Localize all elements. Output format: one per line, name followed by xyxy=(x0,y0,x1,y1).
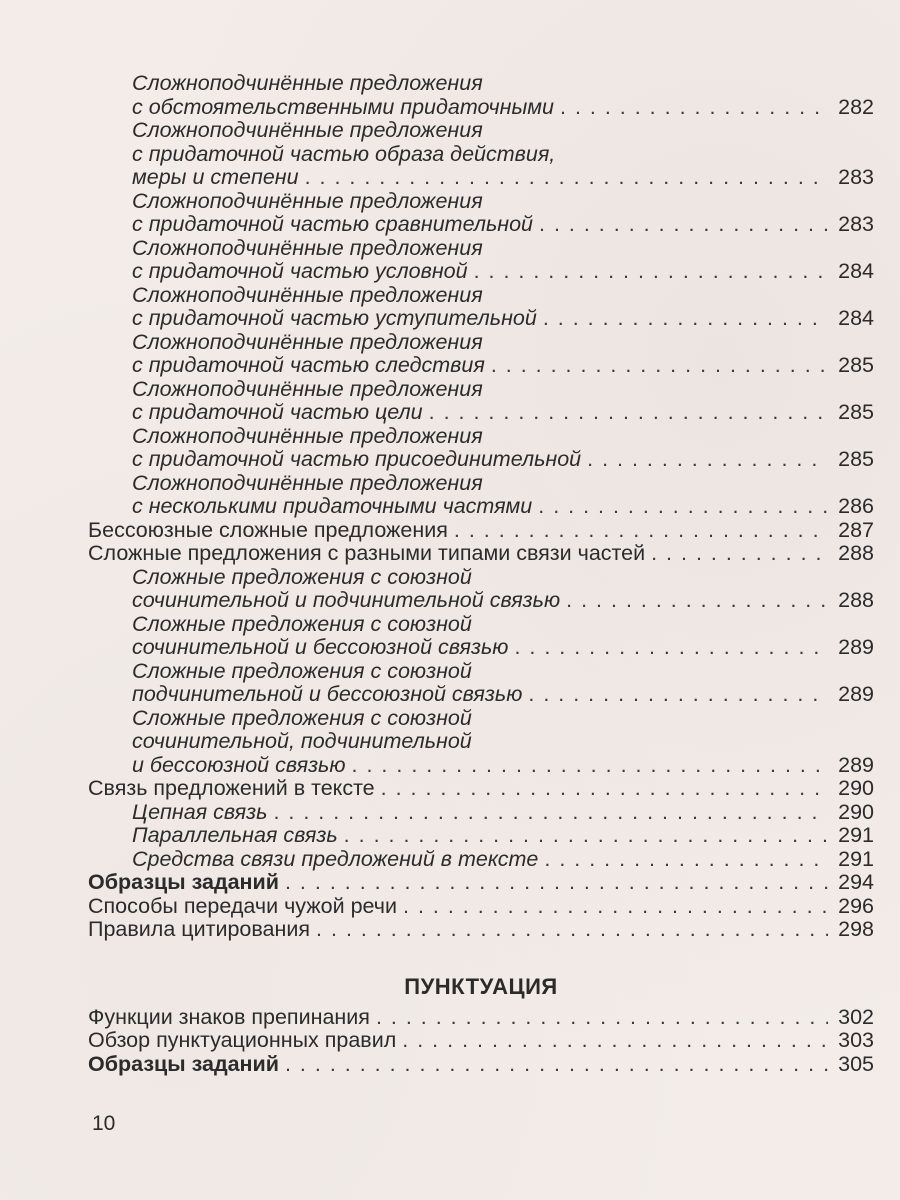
toc-page-number: 298 xyxy=(838,917,874,941)
toc-entry[interactable] xyxy=(88,895,874,919)
toc-entry-last-row xyxy=(132,213,874,237)
toc-entry[interactable] xyxy=(88,472,874,519)
dot-leader xyxy=(651,542,828,566)
toc-entry-last-row xyxy=(88,519,874,543)
toc-entry-title-line: с несколькими придаточными частями xyxy=(132,494,533,518)
dot-leader xyxy=(539,213,828,237)
toc-entry[interactable] xyxy=(88,331,874,378)
toc-entry-last-row xyxy=(132,636,874,660)
toc-page-number: 285 xyxy=(838,353,874,377)
toc-entry-title-line: Средства связи предложений в тексте xyxy=(132,846,539,871)
toc-page-number: 302 xyxy=(838,1004,874,1029)
toc-entry-last-row xyxy=(132,260,874,284)
toc-entry-title-line: с придаточной частью условной xyxy=(132,259,468,283)
dot-leader xyxy=(538,495,828,519)
toc-entry-title-line: Цепная связь xyxy=(132,799,268,824)
dot-leader xyxy=(491,354,828,378)
toc-page-number: 290 xyxy=(838,799,874,824)
dot-leader xyxy=(273,801,828,825)
toc-entry[interactable] xyxy=(88,119,874,190)
toc-entry-title-line: с придаточной частью следствия xyxy=(132,353,485,377)
dot-leader xyxy=(587,448,828,472)
toc-entry-last-row xyxy=(132,307,874,331)
toc-entry-title-line: Сложноподчинённые предложения xyxy=(132,470,483,495)
toc-entry-title-line: Сложные предложения с союзной xyxy=(132,611,472,636)
toc-entry-title-line: Сложноподчинённые предложения xyxy=(132,188,483,213)
toc-entry-last-row xyxy=(132,166,874,190)
toc-entry-last-row xyxy=(132,448,874,472)
toc-entry-last-row xyxy=(88,1053,874,1077)
toc-entry-last-row xyxy=(88,777,874,801)
toc-page-number: 285 xyxy=(838,447,874,471)
toc-entry[interactable] xyxy=(88,566,874,613)
toc-entry-last-row xyxy=(132,589,874,613)
toc-entry-last-row xyxy=(132,848,874,872)
page-number: 10 xyxy=(92,1112,116,1135)
toc-entry-title-line: Сложноподчинённые предложения xyxy=(132,71,483,95)
toc-entry[interactable] xyxy=(88,824,874,848)
dot-leader xyxy=(316,918,828,942)
toc-entry-title-line: Сложные предложения с разными типами связи частей xyxy=(88,541,646,565)
toc-page-number: 291 xyxy=(838,846,874,871)
toc-entry-last-row xyxy=(88,871,874,895)
toc-entry-title-line: с придаточной частью уступительной xyxy=(132,306,537,330)
toc-entry[interactable] xyxy=(88,848,874,872)
toc-page-number: 284 xyxy=(838,306,874,330)
toc-entry-title-line: Сложные предложения с союзной xyxy=(132,564,472,589)
toc-entry-title-line: сочинительной и бессоюзной связью xyxy=(132,635,509,659)
toc-page-number: 290 xyxy=(838,776,874,800)
toc-entry-title-line: Бессоюзные сложные предложения xyxy=(88,517,448,542)
dot-leader xyxy=(543,307,828,331)
toc-entry-title-line: Функции знаков препинания xyxy=(88,1004,370,1029)
dot-leader xyxy=(344,824,828,848)
toc-entry[interactable] xyxy=(88,190,874,237)
toc-entry[interactable] xyxy=(88,284,874,331)
toc-entry-title-line: с придаточной частью цели xyxy=(132,400,423,424)
toc-page-number: 287 xyxy=(838,517,874,542)
dot-leader xyxy=(560,96,828,120)
toc-entry[interactable] xyxy=(88,425,874,472)
dot-leader xyxy=(454,519,828,543)
toc-entry-title-line: Сложноподчинённые предложения xyxy=(132,282,483,307)
toc-entry-last-row xyxy=(132,401,874,425)
toc-entry-last-row xyxy=(88,542,874,566)
toc-page-number: 283 xyxy=(838,212,874,236)
toc-entry-title-line: Сложные предложения с союзной xyxy=(132,705,472,730)
toc-entry[interactable] xyxy=(88,519,874,543)
toc-entry-last-row xyxy=(132,754,874,778)
toc-entry[interactable] xyxy=(88,707,874,778)
toc-page-number: 291 xyxy=(838,823,874,847)
dot-leader xyxy=(429,401,828,425)
toc-entry-last-row xyxy=(88,1006,874,1030)
section-heading: ПУНКТУАЦИЯ xyxy=(404,973,558,999)
toc-entry-title-line: с придаточной частью присоединительной xyxy=(132,447,582,471)
dot-leader xyxy=(528,683,828,707)
toc-entry-last-row xyxy=(132,683,874,707)
toc-entry-last-row xyxy=(132,824,874,848)
toc-entry-last-row xyxy=(132,354,874,378)
toc-entry-title-line: подчинительной и бессоюзной связью xyxy=(132,682,523,706)
toc-entry-title-line: Сложноподчинённые предложения xyxy=(132,118,483,142)
toc-entry-title-line: Сложные предложения с союзной xyxy=(132,658,472,683)
dot-leader xyxy=(474,260,828,284)
dot-leader xyxy=(381,777,828,801)
toc-entry[interactable] xyxy=(88,871,874,895)
toc-entry-title-line: Параллельная связь xyxy=(132,823,338,847)
toc-entry[interactable] xyxy=(88,660,874,707)
toc-entry-title-line: Образцы заданий xyxy=(88,1051,279,1076)
toc-page-number: 289 xyxy=(838,752,874,777)
toc-entry-last-row xyxy=(132,96,874,120)
toc-entry-last-row xyxy=(88,895,874,919)
toc-entry-title-line: Способы передачи чужой речи xyxy=(88,893,397,918)
dot-leader xyxy=(544,848,828,872)
toc-entry-last-row xyxy=(88,1029,874,1053)
toc-entry-title-line: сочинительной, подчинительной xyxy=(132,729,472,753)
toc-page-number: 282 xyxy=(838,94,874,119)
toc-page-number: 289 xyxy=(838,635,874,659)
toc-entry-title-line: Обзор пунктуационных правил xyxy=(88,1028,397,1052)
toc-entry-last-row xyxy=(88,918,874,942)
table-of-contents xyxy=(88,72,874,1076)
toc-entry-title-line: Сложноподчинённые предложения xyxy=(132,423,483,448)
toc-entry-title-line: меры и степени xyxy=(132,165,299,189)
dot-leader xyxy=(566,589,828,613)
dot-leader xyxy=(514,636,828,660)
toc-entry-title-line: Правила цитирования xyxy=(88,917,311,941)
toc-page-number: 283 xyxy=(838,165,874,189)
toc-page-number: 288 xyxy=(838,588,874,612)
toc-entry-title-line: сочинительной и подчинительной связью xyxy=(132,588,561,612)
toc-entry-last-row xyxy=(132,801,874,825)
toc-page-number: 296 xyxy=(838,893,874,918)
toc-entry[interactable] xyxy=(88,1029,874,1053)
toc-entry[interactable] xyxy=(88,72,874,119)
dot-leader xyxy=(402,1029,828,1053)
toc-entry-title-line: Сложноподчинённые предложения xyxy=(132,329,483,354)
toc-entry-title-line: и бессоюзной связью xyxy=(132,752,346,777)
toc-page-number: 286 xyxy=(838,494,874,518)
toc-entry[interactable] xyxy=(88,918,874,942)
toc-page-number: 305 xyxy=(838,1051,874,1076)
dot-leader xyxy=(285,871,828,895)
dot-leader xyxy=(285,1053,828,1077)
toc-page-number: 294 xyxy=(838,870,874,894)
toc-entry[interactable] xyxy=(88,613,874,660)
toc-entry[interactable] xyxy=(88,801,874,825)
toc-entry[interactable] xyxy=(88,1006,874,1030)
toc-page-number: 289 xyxy=(838,682,874,706)
toc-entry[interactable] xyxy=(88,1053,874,1077)
toc-entry-last-row xyxy=(132,495,874,519)
toc-page-number: 288 xyxy=(838,541,874,565)
toc-entry-title-line: Сложноподчинённые предложения xyxy=(132,376,483,401)
dot-leader xyxy=(352,754,828,778)
toc-entry-title-line: Связь предложений в тексте xyxy=(88,776,375,800)
toc-page-number: 284 xyxy=(838,259,874,283)
toc-entry-title-line: с придаточной частью образа действия, xyxy=(132,141,556,166)
toc-entry[interactable] xyxy=(88,777,874,801)
toc-entry[interactable] xyxy=(88,542,874,566)
toc-entry-title-line: с обстоятельственными придаточными xyxy=(132,94,554,119)
toc-entry[interactable] xyxy=(88,237,874,284)
toc-entry-title-line: Сложноподчинённые предложения xyxy=(132,235,483,260)
toc-entry[interactable] xyxy=(88,378,874,425)
toc-entry-title-line: Образцы заданий xyxy=(88,870,279,894)
toc-entry-title-line: с придаточной частью сравнительной xyxy=(132,212,534,236)
dot-leader xyxy=(403,895,828,919)
dot-leader xyxy=(305,166,828,190)
toc-page-number: 303 xyxy=(838,1028,874,1052)
toc-page-number: 285 xyxy=(838,400,874,424)
dot-leader xyxy=(376,1006,828,1030)
